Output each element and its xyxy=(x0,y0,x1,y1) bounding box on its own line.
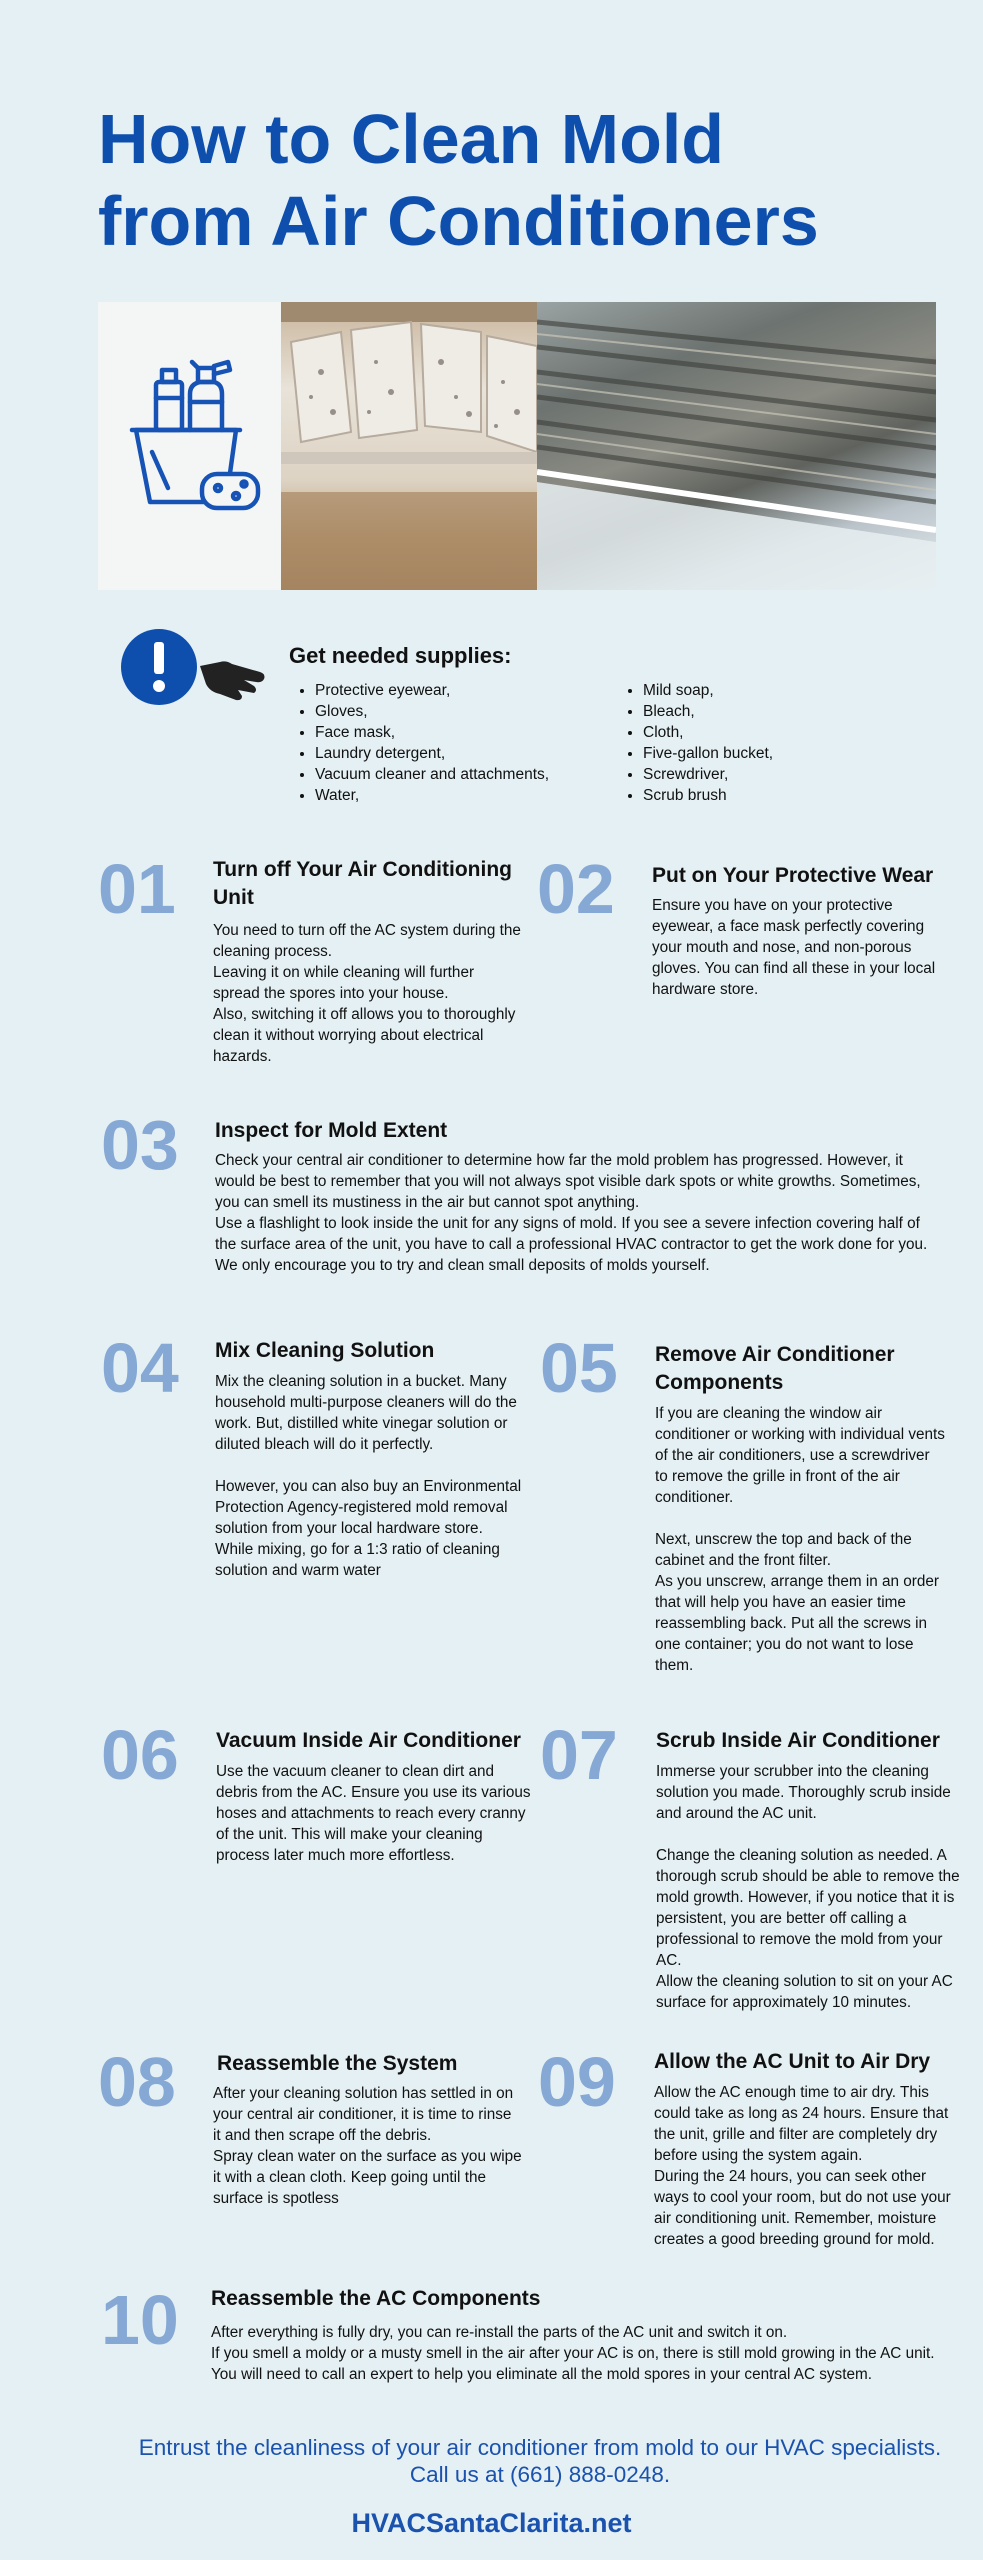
step-07-body: Immerse your scrubber into the cleaning solution you made. Thoroughly scrub inside and around the AC unit. Change the cleaning solution as needed. A thorough scrub should be able to remove the mold growth. However, if you notice that it is persistent, you are better off calling a professional to remove the mold from your AC. Allow the cleaning solution to sit on your AC surface for approximately 10 minutes. xyxy=(656,1763,960,2011)
list-item: • Laundry detergent, xyxy=(315,743,615,764)
list-item: • Bleach, xyxy=(643,701,943,722)
step-03-number: 03 xyxy=(101,1106,179,1184)
step-02-heading: Put on Your Protective Wear xyxy=(652,864,934,887)
list-item: • Vacuum cleaner and attachments, xyxy=(315,764,615,785)
step-07-number: 07 xyxy=(540,1716,618,1794)
step-03-body: Check your central air conditioner to determine how far the mold problem has progressed. However, it would be best to remember that you will not always spot visible dark spots or white growths. Sometimes, you can smell its mustiness in the air but cannot spot anything. Use a flashlight to look inside the unit for any signs of mold. If you see a severe infection covering half of the surface area of the unit, you have to call a professional HVAC contractor to get the work done for you. We only encourage you to try and clean small deposits of molds yourself. xyxy=(215,1152,928,1274)
list-item: • Screwdriver, xyxy=(643,764,943,785)
list-item: • Five-gallon bucket, xyxy=(643,743,943,764)
step-09-heading: Allow the AC Unit to Air Dry xyxy=(654,2050,931,2073)
step-10-body: After everything is fully dry, you can re-install the parts of the AC unit and switch it on. If you smell a moldy or a musty smell in the air after your AC is on, there is still mold growing in the AC unit. You will need to call an expert to help you eliminate all the mold spores in your central AC system. xyxy=(211,2324,935,2383)
list-item: • Gloves, xyxy=(315,701,615,722)
page-title xyxy=(98,98,898,262)
step-02-number: 02 xyxy=(537,850,615,928)
list-item: • Protective eyewear, xyxy=(315,680,615,701)
step-10-heading: Reassemble the AC Components xyxy=(211,2287,541,2310)
step-05-heading: Remove Air Conditioner Components xyxy=(655,1343,895,1394)
supplies-heading: Get needed supplies: xyxy=(289,643,512,668)
step-04-number: 04 xyxy=(101,1329,179,1407)
step-06-number: 06 xyxy=(101,1716,179,1794)
step-09-number: 09 xyxy=(538,2043,616,2121)
step-09-body: Allow the AC enough time to air dry. This could take as long as 24 hours. Ensure that the unit, grille and filter are completely dry before using the system again. During the 24 hours, you can seek other ways to cool your room, but do not use your air conditioning unit. Remember, moisture creates a good breeding ground for mold. xyxy=(654,2084,951,2248)
list-item: • Face mask, xyxy=(315,722,615,743)
list-item: • Water, xyxy=(315,785,615,806)
cleaning-supplies-icon xyxy=(98,302,281,590)
step-01-body: You need to turn off the AC system during the cleaning process. Leaving it on while cleaning will further spread the spores into your house. Also, switching it off allows you to thoroughly clean it without worrying about electrical hazards. xyxy=(213,922,521,1065)
hero-photo-strip xyxy=(98,302,936,590)
list-item: • Cloth, xyxy=(643,722,943,743)
step-01-number: 01 xyxy=(98,850,176,928)
step-06-body: Use the vacuum cleaner to clean dirt and debris from the AC. Ensure you use its various hoses and attachments to reach every cranny of the unit. This will make your cleaning process later much more effortless. xyxy=(216,1763,531,1864)
cleaning-icon-panel xyxy=(98,302,281,590)
step-08-number: 08 xyxy=(98,2043,176,2121)
exclamation-icon xyxy=(120,628,198,706)
step-07-heading: Scrub Inside Air Conditioner xyxy=(656,1729,940,1752)
step-08-body: After your cleaning solution has settled in on your central air conditioner, it is time to rinse it and then scrape off the debris. Spray clean water on the surface as you wipe it with a clean cloth. Keep going until the surface is spotless xyxy=(213,2085,522,2207)
step-04-body: Mix the cleaning solution in a bucket. Many household multi-purpose cleaners will do the work. But, distilled white vinegar solution or diluted bleach will do it perfectly. However, you can also buy an Environmental Protection Agency-registered mold removal solution from your local hardware store. While mixing, go for a 1:3 ratio of cleaning solution and warm water xyxy=(215,1373,522,1579)
grille-illustration xyxy=(281,302,537,590)
title-line-2: from Air Conditioners xyxy=(98,182,819,260)
supplies-list-left xyxy=(295,680,615,806)
step-03-heading: Inspect for Mold Extent xyxy=(215,1119,448,1142)
moldy-grille-photo xyxy=(281,302,537,590)
footer-website-link[interactable]: HVACSantaClarita.net xyxy=(351,2508,632,2538)
step-05-body: If you are cleaning the window air conditioner or working with individual vents of the air conditioners, use a screwdriver to remove the grille in front of the air conditioner. Next, unscrew the top and back of the cabinet and the front filter. As you unscrew, arrange them in an order that will help you have an easier time reassembling back. Put all the screws in one container; you do not want to lose them. xyxy=(655,1405,945,1674)
step-10-number: 10 xyxy=(101,2281,179,2359)
step-02-body: Ensure you have on your protective eyewear, a face mask perfectly covering your mouth and nose, and non-porous gloves. You can find all these in your local hardware store. xyxy=(652,897,936,998)
coil-illustration xyxy=(537,302,936,590)
step-01-heading: Turn off Your Air Conditioning Unit xyxy=(213,858,512,909)
step-08-heading: Reassemble the System xyxy=(217,2052,458,2075)
step-04-heading: Mix Cleaning Solution xyxy=(215,1339,435,1362)
step-06-heading: Vacuum Inside Air Conditioner xyxy=(216,1729,521,1752)
title-line-1: How to Clean Mold xyxy=(98,100,725,178)
footer-call-to-action: Entrust the cleanliness of your air conditioner from mold to our HVAC specialists. Call us at (661) 888-0248. xyxy=(138,2435,942,2487)
step-05-number: 05 xyxy=(540,1329,618,1407)
list-item: • Scrub brush xyxy=(643,785,943,806)
supplies-list-right xyxy=(623,680,943,806)
pointing-hand-icon xyxy=(198,652,268,704)
list-item: • Mild soap, xyxy=(643,680,943,701)
moldy-coil-photo xyxy=(537,302,936,590)
